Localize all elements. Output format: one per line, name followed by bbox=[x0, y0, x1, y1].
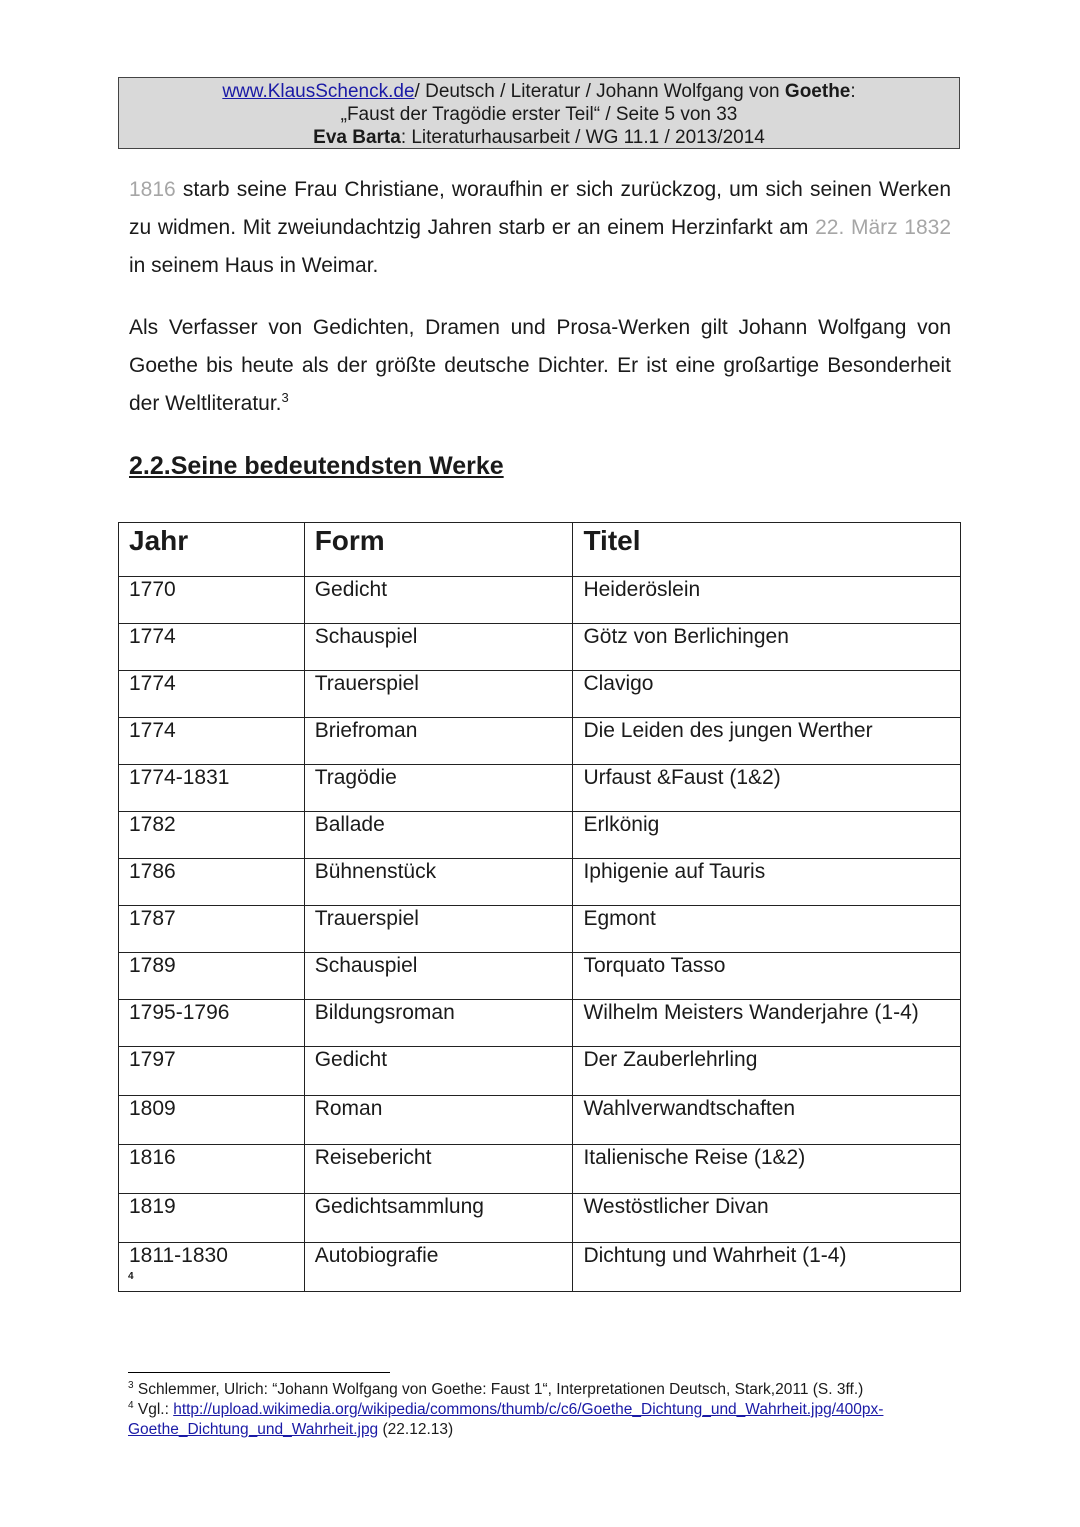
cell-title: Wilhelm Meisters Wanderjahre (1-4) bbox=[573, 1000, 961, 1047]
cell-year: 1797 bbox=[119, 1047, 305, 1096]
cell-form: Schauspiel bbox=[304, 953, 573, 1000]
header-colon: : bbox=[850, 81, 856, 102]
table-row bbox=[119, 624, 961, 671]
table-row bbox=[119, 577, 961, 624]
table-row bbox=[119, 718, 961, 765]
table-row bbox=[119, 1145, 961, 1194]
table-row bbox=[119, 953, 961, 1000]
cell-form: Schauspiel bbox=[304, 624, 573, 671]
cell-title: Die Leiden des jungen Werther bbox=[573, 718, 961, 765]
paragraph-legacy bbox=[129, 309, 951, 423]
footnote-4-date: (22.12.13) bbox=[378, 1421, 454, 1438]
cell-title: Der Zauberlehrling bbox=[573, 1047, 961, 1096]
cell-year: 1816 bbox=[119, 1145, 305, 1194]
cell-year: 1782 bbox=[119, 812, 305, 859]
footnote-separator bbox=[128, 1372, 390, 1373]
footnote-3 bbox=[128, 1380, 958, 1400]
death-date: 22. März 1832 bbox=[815, 216, 951, 239]
cell-title: Westöstlicher Divan bbox=[573, 1194, 961, 1243]
column-header-year: Jahr bbox=[119, 523, 305, 577]
header-path: / Deutsch / Literatur / Johann Wolfgang von bbox=[414, 81, 785, 102]
footnote-4 bbox=[128, 1400, 958, 1440]
cell-title: Clavigo bbox=[573, 671, 961, 718]
cell-year: 1811-1830 bbox=[119, 1243, 305, 1292]
header-line-2: „Faust der Tragödie erster Teil“ / Seite 5 von 33 bbox=[340, 104, 738, 125]
cell-form: Trauerspiel bbox=[304, 906, 573, 953]
footnote-3-number: 3 bbox=[128, 1379, 134, 1391]
table-row bbox=[119, 859, 961, 906]
table-row bbox=[119, 1000, 961, 1047]
cell-year: 1795-1796 bbox=[119, 1000, 305, 1047]
cell-title: Götz von Berlichingen bbox=[573, 624, 961, 671]
year-1816: 1816 bbox=[129, 178, 176, 201]
cell-title: Heideröslein bbox=[573, 577, 961, 624]
table-header-row bbox=[119, 523, 961, 577]
cell-title: Egmont bbox=[573, 906, 961, 953]
works-table bbox=[118, 522, 961, 1292]
cell-year: 1770 bbox=[119, 577, 305, 624]
cell-title: Italienische Reise (1&2) bbox=[573, 1145, 961, 1194]
cell-form: Reisebericht bbox=[304, 1145, 573, 1194]
cell-title: Erlkönig bbox=[573, 812, 961, 859]
footnote-4-number: 4 bbox=[128, 1399, 134, 1411]
table-row bbox=[119, 1096, 961, 1145]
cell-form: Gedicht bbox=[304, 577, 573, 624]
section-title: 2.2.Seine bedeutendsten Werke bbox=[129, 452, 504, 480]
table-row bbox=[119, 1047, 961, 1096]
cell-form: Briefroman bbox=[304, 718, 573, 765]
cell-year: 1789 bbox=[119, 953, 305, 1000]
cell-year: 1774-1831 bbox=[119, 765, 305, 812]
cell-form: Trauerspiel bbox=[304, 671, 573, 718]
cell-year: 1819 bbox=[119, 1194, 305, 1243]
cell-form: Ballade bbox=[304, 812, 573, 859]
cell-form: Gedicht bbox=[304, 1047, 573, 1096]
column-header-title: Titel bbox=[573, 523, 961, 577]
cell-year: 1786 bbox=[119, 859, 305, 906]
cell-title: Iphigenie auf Tauris bbox=[573, 859, 961, 906]
cell-form: Gedichtsammlung bbox=[304, 1194, 573, 1243]
paragraph-legacy-text: Als Verfasser von Gedichten, Dramen und Prosa-Werken gilt Johann Wolfgang von Goethe bis heute als der größte deutsche Dichter. Er ist eine großartige Besonderheit der Weltliteratur. bbox=[129, 316, 951, 415]
paragraph-death bbox=[129, 171, 951, 285]
table-row bbox=[119, 671, 961, 718]
cell-title: Torquato Tasso bbox=[573, 953, 961, 1000]
cell-title: Wahlverwandtschaften bbox=[573, 1096, 961, 1145]
cell-year: 1787 bbox=[119, 906, 305, 953]
footnote-4-link[interactable]: http://upload.wikimedia.org/wikipedia/commons/thumb/c/c6/Goethe_Dichtung_und_Wahrheit.jpg/400px-Goethe_Dichtung_und_Wahrheit.jpg bbox=[128, 1401, 884, 1438]
table-row bbox=[119, 1194, 961, 1243]
footnote-4-prefix: Vgl.: bbox=[133, 1401, 174, 1418]
table-row bbox=[119, 906, 961, 953]
cell-title: Urfaust &Faust (1&2) bbox=[573, 765, 961, 812]
table-row bbox=[119, 1243, 961, 1292]
cell-title: Dichtung und Wahrheit (1-4) bbox=[573, 1243, 961, 1292]
table-row bbox=[119, 812, 961, 859]
cell-year: 1774 bbox=[119, 718, 305, 765]
footnote-ref-4[interactable]: 4 bbox=[128, 1271, 134, 1282]
site-link[interactable]: www.KlausSchenck.de bbox=[222, 81, 415, 102]
footnote-ref-3[interactable]: 3 bbox=[281, 390, 289, 405]
cell-year: 1774 bbox=[119, 624, 305, 671]
column-header-form: Form bbox=[304, 523, 573, 577]
table-row bbox=[119, 765, 961, 812]
cell-year: 1809 bbox=[119, 1096, 305, 1145]
page-header bbox=[118, 77, 960, 149]
cell-form: Roman bbox=[304, 1096, 573, 1145]
header-line-1 bbox=[119, 80, 959, 103]
cell-form: Tragödie bbox=[304, 765, 573, 812]
cell-year: 1774 bbox=[119, 671, 305, 718]
paragraph-death-text-a: starb seine Frau Christiane, woraufhin er sich zurückzog, um sich seinen Werken zu widmen. Mit zweiundachtzig Jahren starb er an einem Herzinfarkt am bbox=[129, 178, 951, 239]
header-author: Goethe bbox=[784, 81, 851, 102]
footnote-3-text: Schlemmer, Ulrich: “Johann Wolfgang von Goethe: Faust 1“, Interpretationen Deutsch, Stark,2011 (S. 3ff.) bbox=[133, 1381, 864, 1398]
cell-form: Bildungsroman bbox=[304, 1000, 573, 1047]
header-student: Eva Barta bbox=[313, 127, 401, 148]
cell-form: Autobiografie bbox=[304, 1243, 573, 1292]
paragraph-death-text-b: in seinem Haus in Weimar. bbox=[129, 254, 379, 277]
header-line-3 bbox=[119, 126, 959, 149]
cell-form: Bühnenstück bbox=[304, 859, 573, 906]
footnotes bbox=[128, 1380, 958, 1440]
header-course: : Literaturhausarbeit / WG 11.1 / 2013/2014 bbox=[400, 127, 765, 148]
